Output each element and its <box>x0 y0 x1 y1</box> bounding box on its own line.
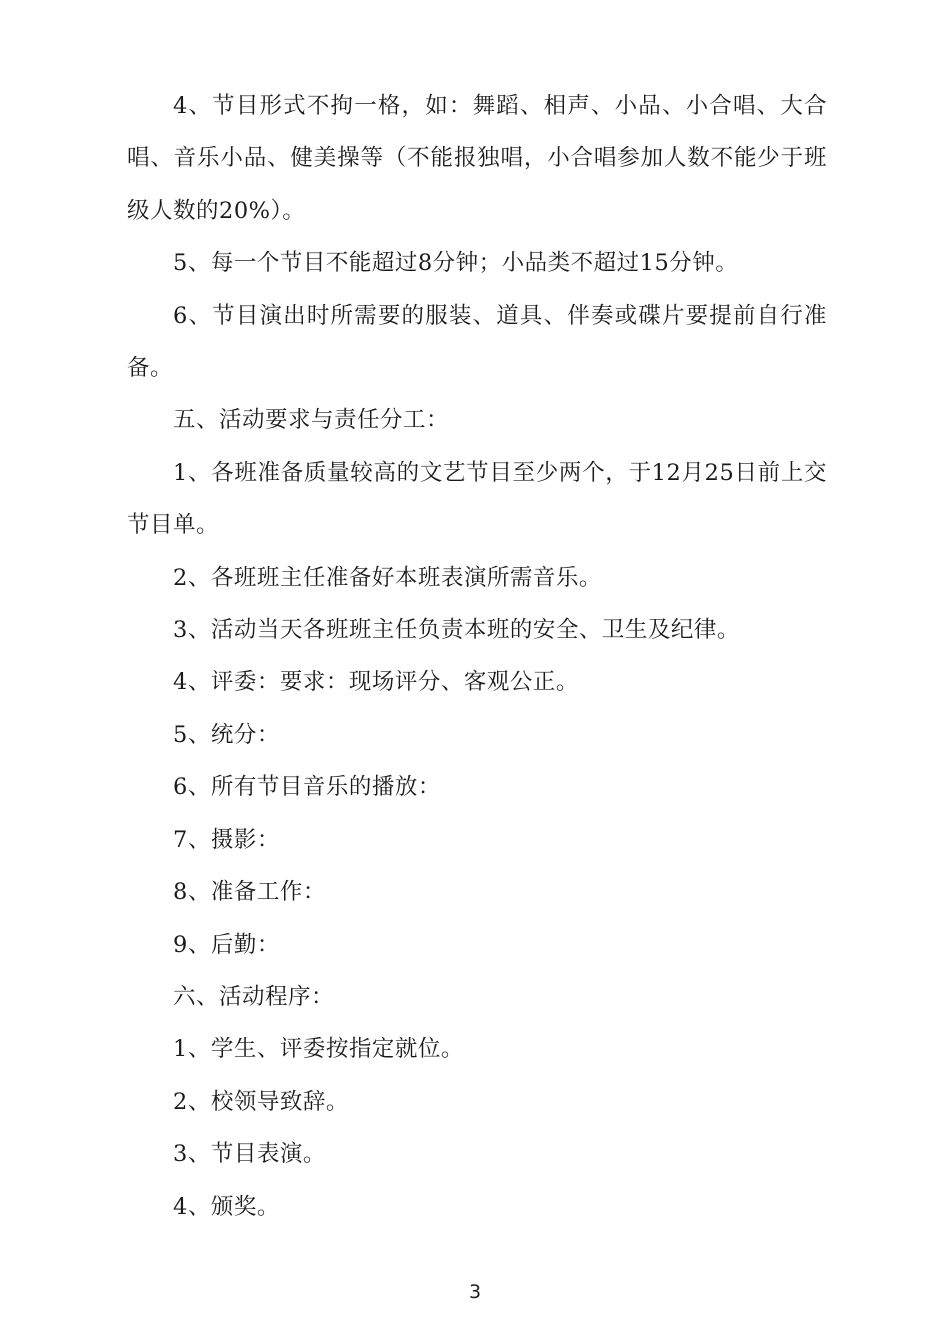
paragraph-program-forms: 4、节目形式不拘一格，如：舞蹈、相声、小品、小合唱、大合唱、音乐小品、健美操等（不能报独唱，小合唱参加人数不能少于班级人数的20%）。 <box>127 93 827 224</box>
page-number: 3 <box>468 1281 482 1303</box>
paragraph-music-preparation: 2、各班班主任准备好本班表演所需音乐。 <box>173 564 602 591</box>
paragraph-logistics: 9、后勤： <box>173 931 280 958</box>
paragraph-music-playback: 6、所有节目音乐的播放： <box>173 774 441 801</box>
paragraph-performances: 3、节目表演。 <box>173 1141 326 1168</box>
paragraph-props-preparation: 6、节目演出时所需要的服装、道具、伴奏或碟片要提前自行准备。 <box>127 302 827 382</box>
section-heading-requirements: 五、活动要求与责任分工： <box>173 407 450 434</box>
paragraph-preparation-work: 8、准备工作： <box>173 879 326 906</box>
document-body <box>127 80 827 1233</box>
paragraph-photography: 7、摄影： <box>173 826 280 853</box>
paragraph-awards: 4、颁奖。 <box>173 1193 280 1220</box>
paragraph-scoring: 5、统分： <box>173 721 280 748</box>
section-heading-procedure: 六、活动程序： <box>173 983 335 1010</box>
paragraph-seating: 1、学生、评委按指定就位。 <box>173 1036 464 1063</box>
paragraph-judges: 4、评委：要求：现场评分、客观公正。 <box>173 669 579 696</box>
paragraph-time-limit: 5、每一个节目不能超过8分钟；小品类不超过15分钟。 <box>173 250 739 277</box>
paragraph-safety-discipline: 3、活动当天各班班主任负责本班的安全、卫生及纪律。 <box>173 617 740 644</box>
paragraph-leader-speech: 2、校领导致辞。 <box>173 1088 349 1115</box>
paragraph-program-submission: 1、各班准备质量较高的文艺节目至少两个，于12月25日前上交节目单。 <box>127 459 827 539</box>
